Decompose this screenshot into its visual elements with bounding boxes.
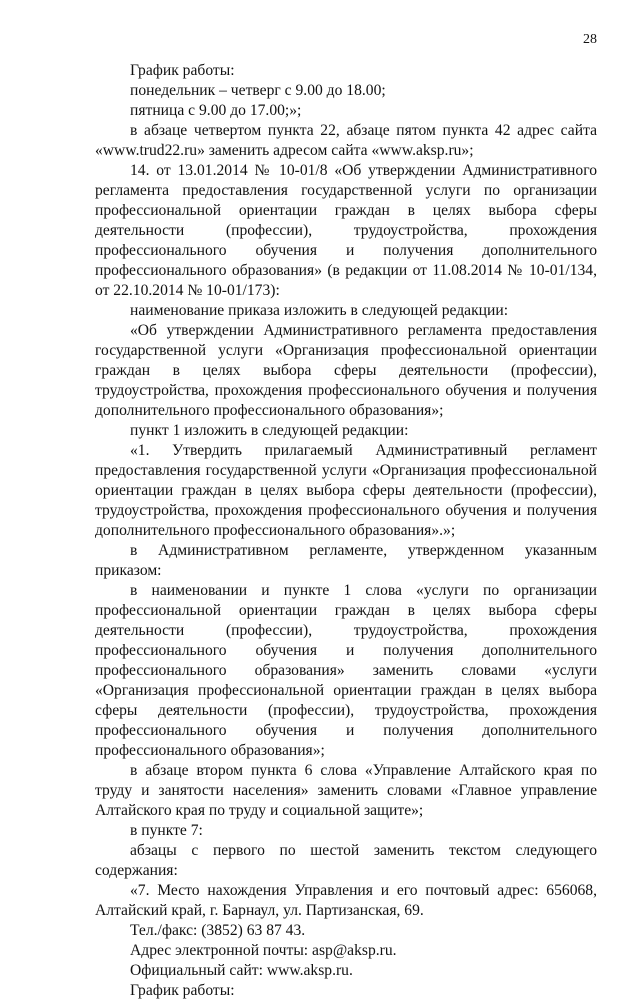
paragraph: в абзаце втором пункта 6 слова «Управление Алтайского края по труду и занятости населения» заменить словами «Главное управление Алтайского края по труду и социальной защите»; <box>95 762 597 819</box>
paragraph: в Административном регламенте, утвержденном указанным приказом: <box>95 542 597 579</box>
paragraph: в абзаце четвертом пункта 22, абзаце пятом пункта 42 адрес сайта «www.trud22.ru» заменить адресом сайта «www.aksp.ru»; <box>95 122 597 159</box>
paragraph: в наименовании и пункте 1 слова «услуги по организации профессиональной ориентации граждан в целях выбора сферы деятельности (профессии), трудоустройства, прохождения профессионального обучения и получения дополнительного профессионального образования» заменить словами «услуги «Организация профессиональной ориентации граждан в целях выбора сферы деятельности (профессии), трудоустройства, прохождения профессионального обучения и получения дополнительного профессионального образования»; <box>95 582 597 759</box>
paragraph: Адрес электронной почты: asp@aksp.ru. <box>130 942 397 959</box>
paragraph: Тел./факс: (3852) 63 87 43. <box>130 922 306 939</box>
paragraph: пятница с 9.00 до 17.00;»; <box>130 102 302 119</box>
paragraph: понедельник – четверг с 9.00 до 18.00; <box>130 82 386 99</box>
paragraph: «1. Утвердить прилагаемый Административный регламент предоставления государственной услуги «Организация профессиональной ориентации граждан в целях выбора сферы деятельности (профессии), трудоустройства, прохождения профессионального обучения и получения дополнительного профессионального образования».»; <box>95 442 597 539</box>
paragraph: 14. от 13.01.2014 № 10-01/8 «Об утверждении Административного регламента предоставления государственной услуги по организации профессиональной ориентации граждан в целях выбора сферы деятельности (профессии), трудоустройства, прохождения профессионального обучения и получения дополнительного профессионального образования» (в редакции от 11.08.2014 № 10-01/134, от 22.10.2014 № 10-01/173): <box>95 162 597 299</box>
paragraph: пункт 1 изложить в следующей редакции: <box>130 422 409 439</box>
document-body <box>95 61 597 1001</box>
page-number: 28 <box>583 32 597 47</box>
paragraph: График работы: <box>130 982 235 999</box>
paragraph: «Об утверждении Административного регламента предоставления государственной услуги «Организация профессиональной ориентации граждан в целях выбора сферы деятельности (профессии), трудоустройства, прохождения профессионального обучения и получения дополнительного профессионального образования»; <box>95 322 597 419</box>
paragraph: Официальный сайт: www.aksp.ru. <box>130 962 353 979</box>
paragraph: График работы: <box>130 62 235 79</box>
paragraph: в пункте 7: <box>130 822 203 839</box>
paragraph: абзацы с первого по шестой заменить текстом следующего содержания: <box>95 842 597 879</box>
paragraph: наименование приказа изложить в следующей редакции: <box>130 302 509 319</box>
paragraph: «7. Место нахождения Управления и его почтовый адрес: 656068, Алтайский край, г. Барнаул, ул. Партизанская, 69. <box>95 882 597 919</box>
